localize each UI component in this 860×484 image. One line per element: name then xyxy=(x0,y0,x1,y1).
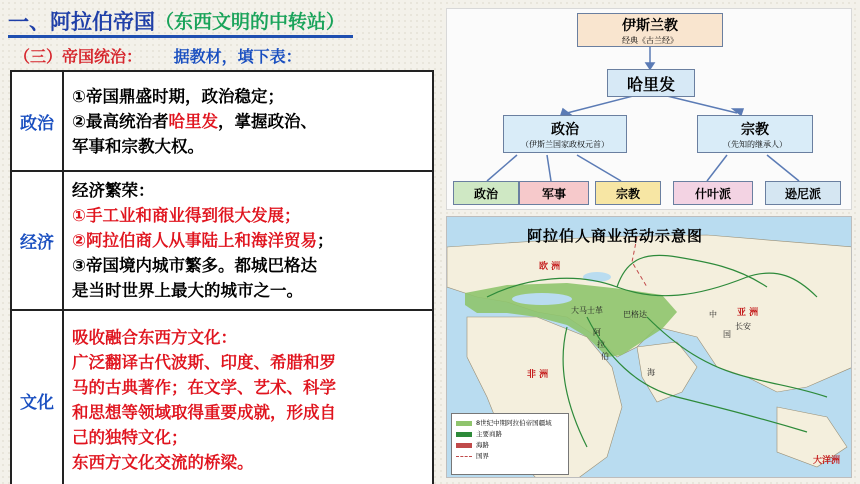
caliph-box xyxy=(607,69,695,97)
table-row xyxy=(11,310,433,484)
row-category: 经济 xyxy=(11,171,63,310)
legend-item xyxy=(456,418,564,429)
leaf-label: 宗教 xyxy=(615,186,640,201)
islam-title: 伊斯兰教 xyxy=(622,17,678,34)
content-line xyxy=(72,400,424,425)
highlight-text: 广泛翻译古代波斯、印度、希腊和罗 xyxy=(72,353,336,372)
power-diagram xyxy=(446,8,852,210)
leaf-box xyxy=(453,181,519,205)
table-row xyxy=(11,171,433,310)
map-label-damascus: 大马士革 xyxy=(571,306,603,315)
body-text: ①帝国鼎盛时期，政治稳定； xyxy=(72,86,284,106)
religion-box xyxy=(697,115,813,153)
politics-box xyxy=(503,115,627,153)
highlight-text: 哈里发 xyxy=(168,111,218,131)
leaf-label: 政治 xyxy=(473,186,498,201)
content-line xyxy=(72,253,424,278)
map-label-baghdad: 巴格达 xyxy=(623,310,647,319)
row-content xyxy=(63,171,433,310)
content-line xyxy=(72,178,424,203)
map-label-africa: 非 洲 xyxy=(527,370,549,380)
leaf-box xyxy=(519,181,589,205)
legend-label: 海路 xyxy=(476,441,489,449)
section-subtitle xyxy=(14,44,302,67)
trade-map xyxy=(446,216,852,478)
highlight-text: 己的独特文化； xyxy=(72,428,188,447)
content-line xyxy=(72,109,424,134)
highlight-text: ①手工业和商业得到很大发展； xyxy=(72,206,301,225)
leaf-box xyxy=(595,181,661,205)
politics-title: 政治 xyxy=(551,121,579,138)
row-category: 政治 xyxy=(11,71,63,171)
leaf-label: 逊尼派 xyxy=(784,186,821,201)
legend-item xyxy=(456,451,564,462)
legend-swatch xyxy=(456,432,472,437)
map-label-sea: 海 xyxy=(647,368,655,377)
religion-caption: （先知的继承人） xyxy=(723,139,787,149)
legend-label: 国界 xyxy=(476,452,489,460)
legend-swatch xyxy=(456,421,472,426)
map-label-arabia-3: 伯 xyxy=(601,352,609,361)
islam-box xyxy=(577,13,723,47)
islam-caption: 经典《古兰经》 xyxy=(622,35,678,45)
leaf-box xyxy=(765,181,841,205)
map-label-oceania: 大洋洲 xyxy=(813,456,841,466)
legend-label: 8世纪中期阿拉伯帝国疆域 xyxy=(476,419,552,427)
body-text: ②最高统治者 xyxy=(72,111,169,131)
body-text: 是当时世界上最大的城市之一。 xyxy=(72,281,303,300)
highlight-text: ②阿拉伯商人从事陆上和海洋贸易 xyxy=(72,231,317,250)
leaf-label: 什叶派 xyxy=(694,186,731,201)
map-legend xyxy=(451,413,569,475)
map-label-arabia-1: 阿 xyxy=(593,328,601,337)
subtitle-hint: 据教材，填下表： xyxy=(173,47,302,66)
legend-item xyxy=(456,440,564,451)
row-content xyxy=(63,310,433,484)
slide-title xyxy=(8,6,353,38)
row-category: 文化 xyxy=(11,310,63,484)
caliph-title: 哈里发 xyxy=(626,74,675,94)
content-line xyxy=(72,228,424,253)
legend-label: 主要商路 xyxy=(476,430,502,438)
highlight-text: 和思想等领域取得重要成就，形成自 xyxy=(72,403,336,422)
content-line xyxy=(72,450,424,475)
highlight-text: 吸收融合东西方文化： xyxy=(72,328,237,347)
highlight-text: 马的古典著作；在文学、艺术、科学 xyxy=(72,378,336,397)
legend-item xyxy=(456,429,564,440)
content-line xyxy=(72,325,424,350)
map-label-changan: 长安 xyxy=(735,322,751,331)
body-text: 经济繁荣： xyxy=(72,181,155,200)
content-line xyxy=(72,278,424,303)
content-line xyxy=(72,203,424,228)
body-text: ③帝国境内城市繁多。都城巴格达 xyxy=(72,256,317,275)
body-text: ，掌握政治、 xyxy=(217,111,317,131)
content-line xyxy=(72,375,424,400)
title-main: 一、阿拉伯帝国 xyxy=(8,9,155,34)
map-label-arabia-2: 拉 xyxy=(597,340,605,349)
content-line xyxy=(72,425,424,450)
title-sub: （东西文明的中转站） xyxy=(155,11,346,33)
content-line xyxy=(72,350,424,375)
row-content xyxy=(63,71,433,171)
map-label-china-1: 中 xyxy=(709,310,717,319)
leaf-box xyxy=(673,181,753,205)
map-label-china-2: 国 xyxy=(723,330,731,339)
map-title: 阿拉伯人商业活动示意图 xyxy=(527,227,704,245)
map-label-europe: 欧 洲 xyxy=(539,262,561,272)
content-line xyxy=(72,134,424,159)
subtitle-label: （三）帝国统治： xyxy=(14,47,143,66)
legend-swatch xyxy=(456,443,472,448)
body-text: 军事和宗教大权。 xyxy=(72,136,204,156)
table-row xyxy=(11,71,433,171)
politics-caption: （伊斯兰国家政权元首） xyxy=(521,139,609,149)
highlight-text: 东西方文化交流的桥梁。 xyxy=(72,453,254,472)
body-text: ； xyxy=(316,231,334,250)
religion-title: 宗教 xyxy=(741,121,769,138)
map-label-asia: 亚 洲 xyxy=(737,308,759,318)
governance-table xyxy=(10,70,434,484)
legend-swatch xyxy=(456,456,472,457)
leaf-label: 军事 xyxy=(541,186,566,201)
content-line xyxy=(72,84,424,109)
